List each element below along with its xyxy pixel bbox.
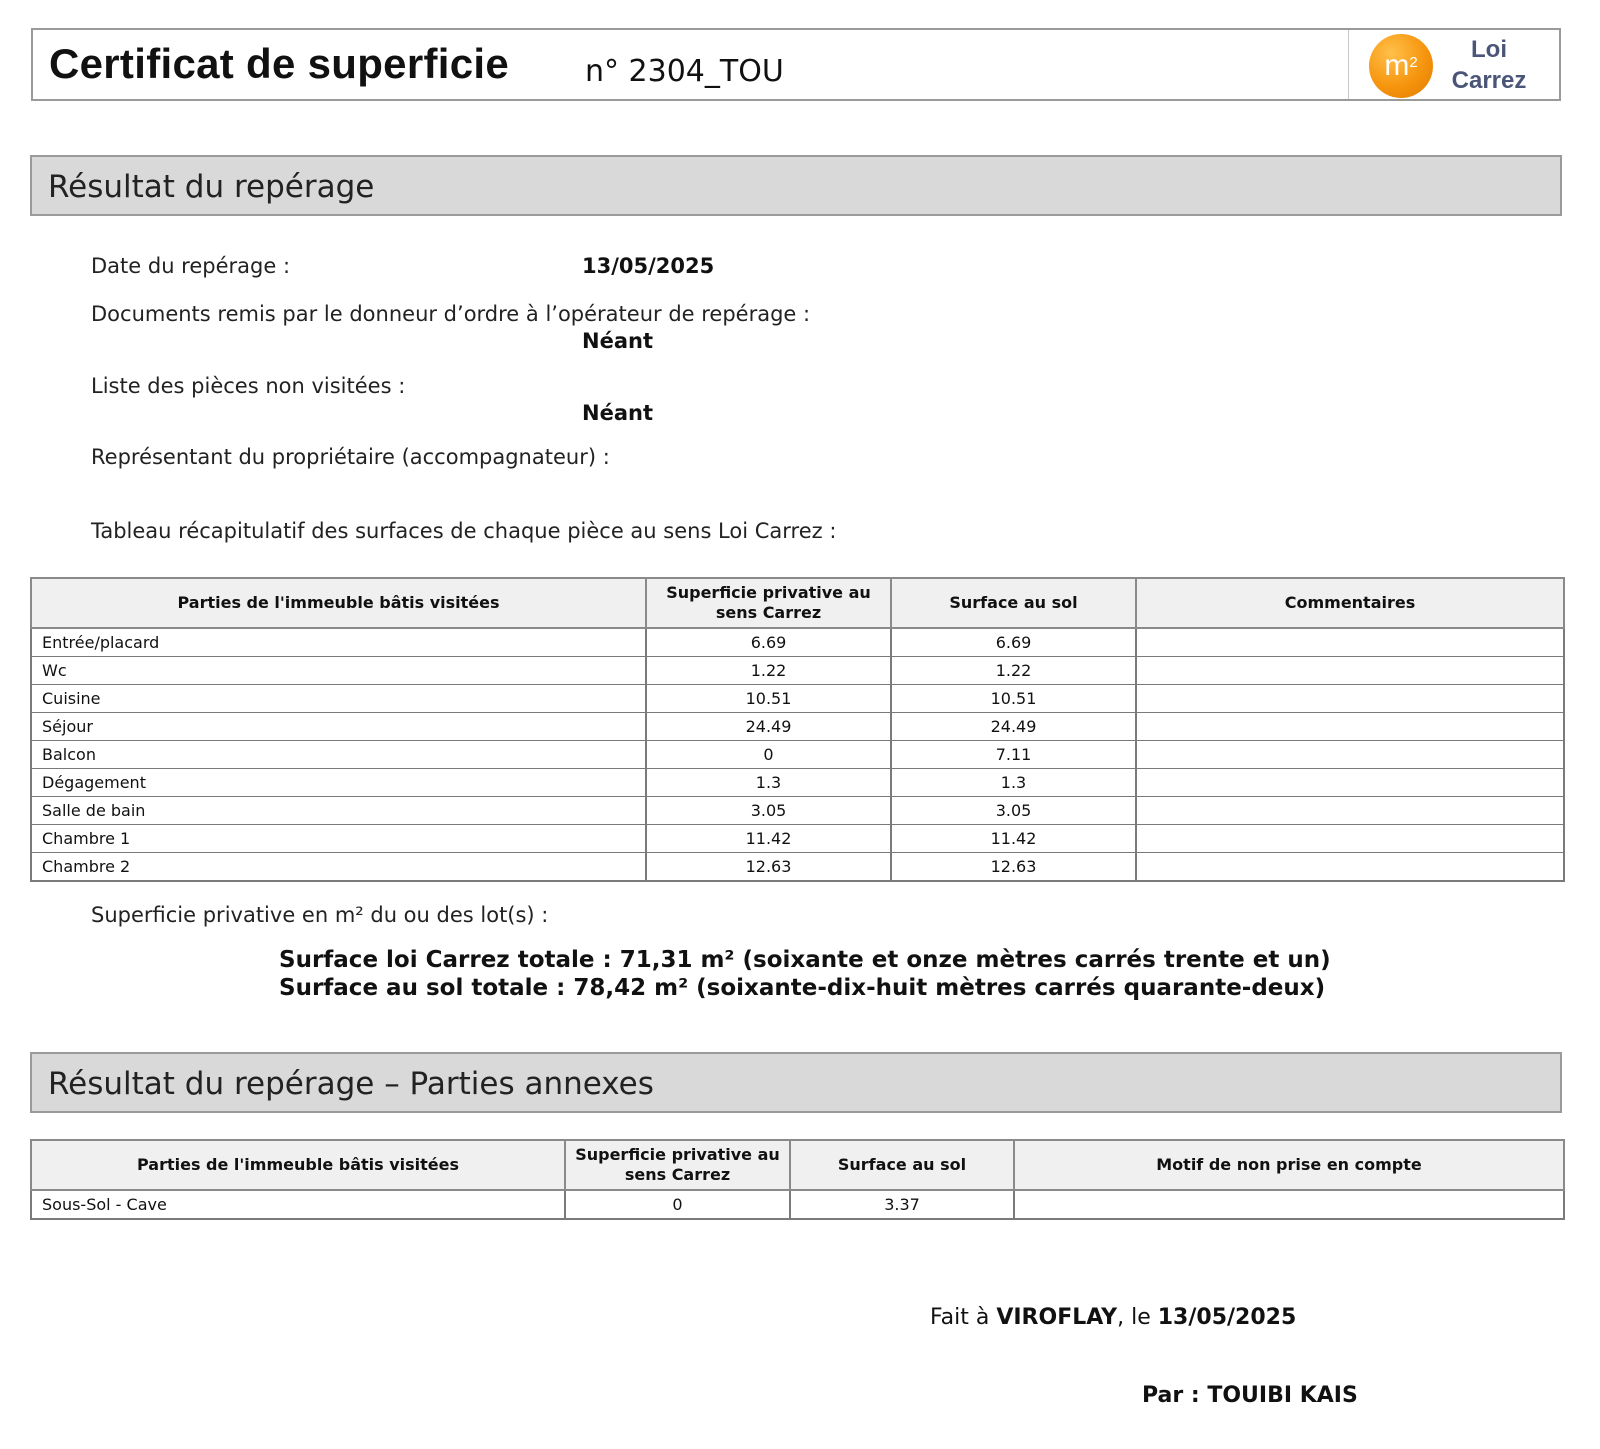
- certificate-number: n° 2304_TOU: [585, 54, 784, 89]
- made-at-line: [930, 1305, 1296, 1330]
- section-result-bar: [30, 155, 1562, 216]
- room-name: Chambre 1: [31, 825, 646, 853]
- room-comment: [1136, 741, 1564, 769]
- room-name: Wc: [31, 657, 646, 685]
- room-comment: [1136, 713, 1564, 741]
- room-name: Entrée/placard: [31, 628, 646, 657]
- annex-header-parts: Parties de l'immeuble bâtis visitées: [31, 1140, 565, 1190]
- room-carrez: 0: [646, 741, 891, 769]
- table-row: [31, 741, 1564, 769]
- table-row: [31, 713, 1564, 741]
- representative-label: Représentant du propriétaire (accompagnateur) :: [91, 445, 610, 469]
- table-row: [31, 1190, 1564, 1219]
- room-comment: [1136, 825, 1564, 853]
- annex-header-carrez: Superficie privative au sens Carrez: [565, 1140, 790, 1190]
- logo-superscript: 2: [1409, 53, 1418, 71]
- annex-floor: 3.37: [790, 1190, 1014, 1219]
- room-floor: 1.22: [891, 657, 1136, 685]
- room-name: Chambre 2: [31, 853, 646, 882]
- room-comment: [1136, 797, 1564, 825]
- header-divider: [1348, 30, 1349, 99]
- total-carrez: Surface loi Carrez totale : 71,31 m² (soixante et onze mètres carrés trente et un): [279, 947, 1331, 973]
- room-carrez: 3.05: [646, 797, 891, 825]
- table-row: [31, 628, 1564, 657]
- annex-header-reason: Motif de non prise en compte: [1014, 1140, 1564, 1190]
- annex-header-floor: Surface au sol: [790, 1140, 1014, 1190]
- document-title: Certificat de superficie: [49, 40, 510, 87]
- header-comments: Commentaires: [1136, 578, 1564, 628]
- room-comment: [1136, 685, 1564, 713]
- header-floor: Surface au sol: [891, 578, 1136, 628]
- made-at-prefix: Fait à: [930, 1305, 990, 1330]
- signed-by: Par : TOUIBI KAIS: [1142, 1383, 1358, 1408]
- room-carrez: 1.22: [646, 657, 891, 685]
- total-floor: Surface au sol totale : 78,42 m² (soixante-dix-huit mètres carrés quarante-deux): [279, 975, 1326, 1001]
- logo-line-2: Carrez: [1451, 67, 1527, 94]
- header-parts: Parties de l'immeuble bâtis visitées: [31, 578, 646, 628]
- section-annex-bar: [30, 1052, 1562, 1113]
- not-visited-label: Liste des pièces non visitées :: [91, 374, 406, 398]
- section-annex-title: Résultat du repérage – Parties annexes: [48, 1066, 654, 1102]
- table-row: [31, 853, 1564, 882]
- room-floor: 7.11: [891, 741, 1136, 769]
- annex-name: Sous-Sol - Cave: [31, 1190, 565, 1219]
- table-row: [31, 769, 1564, 797]
- m2-logo-icon: [1369, 34, 1433, 98]
- annex-table-header-row: [31, 1140, 1564, 1190]
- room-name: Cuisine: [31, 685, 646, 713]
- table-row: [31, 797, 1564, 825]
- room-floor: 24.49: [891, 713, 1136, 741]
- room-carrez: 6.69: [646, 628, 891, 657]
- logo-symbol: m: [1384, 49, 1410, 82]
- room-carrez: 24.49: [646, 713, 891, 741]
- date-label: Date du repérage :: [91, 254, 291, 278]
- room-floor: 3.05: [891, 797, 1136, 825]
- table-row: [31, 825, 1564, 853]
- room-floor: 6.69: [891, 628, 1136, 657]
- totals-label: Superficie privative en m² du ou des lot(s) :: [91, 903, 549, 927]
- table-row: [31, 657, 1564, 685]
- section-result-title: Résultat du repérage: [48, 169, 375, 205]
- rooms-table-header-row: [31, 578, 1564, 628]
- date-value: 13/05/2025: [582, 254, 715, 278]
- documents-value: Néant: [582, 329, 653, 353]
- room-comment: [1136, 853, 1564, 882]
- room-name: Balcon: [31, 741, 646, 769]
- rooms-table: [30, 577, 1565, 882]
- room-floor: 1.3: [891, 769, 1136, 797]
- annex-carrez: 0: [565, 1190, 790, 1219]
- signature-date: 13/05/2025: [1157, 1305, 1297, 1330]
- room-carrez: 11.42: [646, 825, 891, 853]
- room-carrez: 12.63: [646, 853, 891, 882]
- date-prefix: , le: [1117, 1305, 1151, 1330]
- documents-label: Documents remis par le donneur d’ordre à l’opérateur de repérage :: [91, 302, 811, 326]
- room-floor: 12.63: [891, 853, 1136, 882]
- room-comment: [1136, 769, 1564, 797]
- not-visited-value: Néant: [582, 401, 653, 425]
- room-carrez: 1.3: [646, 769, 891, 797]
- certificate-header: [31, 28, 1561, 101]
- header-carrez: Superficie privative au sens Carrez: [646, 578, 891, 628]
- room-comment: [1136, 657, 1564, 685]
- table-row: [31, 685, 1564, 713]
- room-floor: 11.42: [891, 825, 1136, 853]
- table-intro: Tableau récapitulatif des surfaces de chaque pièce au sens Loi Carrez :: [91, 519, 837, 543]
- annex-table: [30, 1139, 1565, 1220]
- made-at-city: VIROFLAY: [996, 1305, 1118, 1330]
- room-carrez: 10.51: [646, 685, 891, 713]
- loi-carrez-logo-text: [1439, 34, 1539, 96]
- room-floor: 10.51: [891, 685, 1136, 713]
- logo-line-1: Loi: [1471, 36, 1507, 63]
- annex-reason: [1014, 1190, 1564, 1219]
- room-comment: [1136, 628, 1564, 657]
- room-name: Salle de bain: [31, 797, 646, 825]
- room-name: Séjour: [31, 713, 646, 741]
- room-name: Dégagement: [31, 769, 646, 797]
